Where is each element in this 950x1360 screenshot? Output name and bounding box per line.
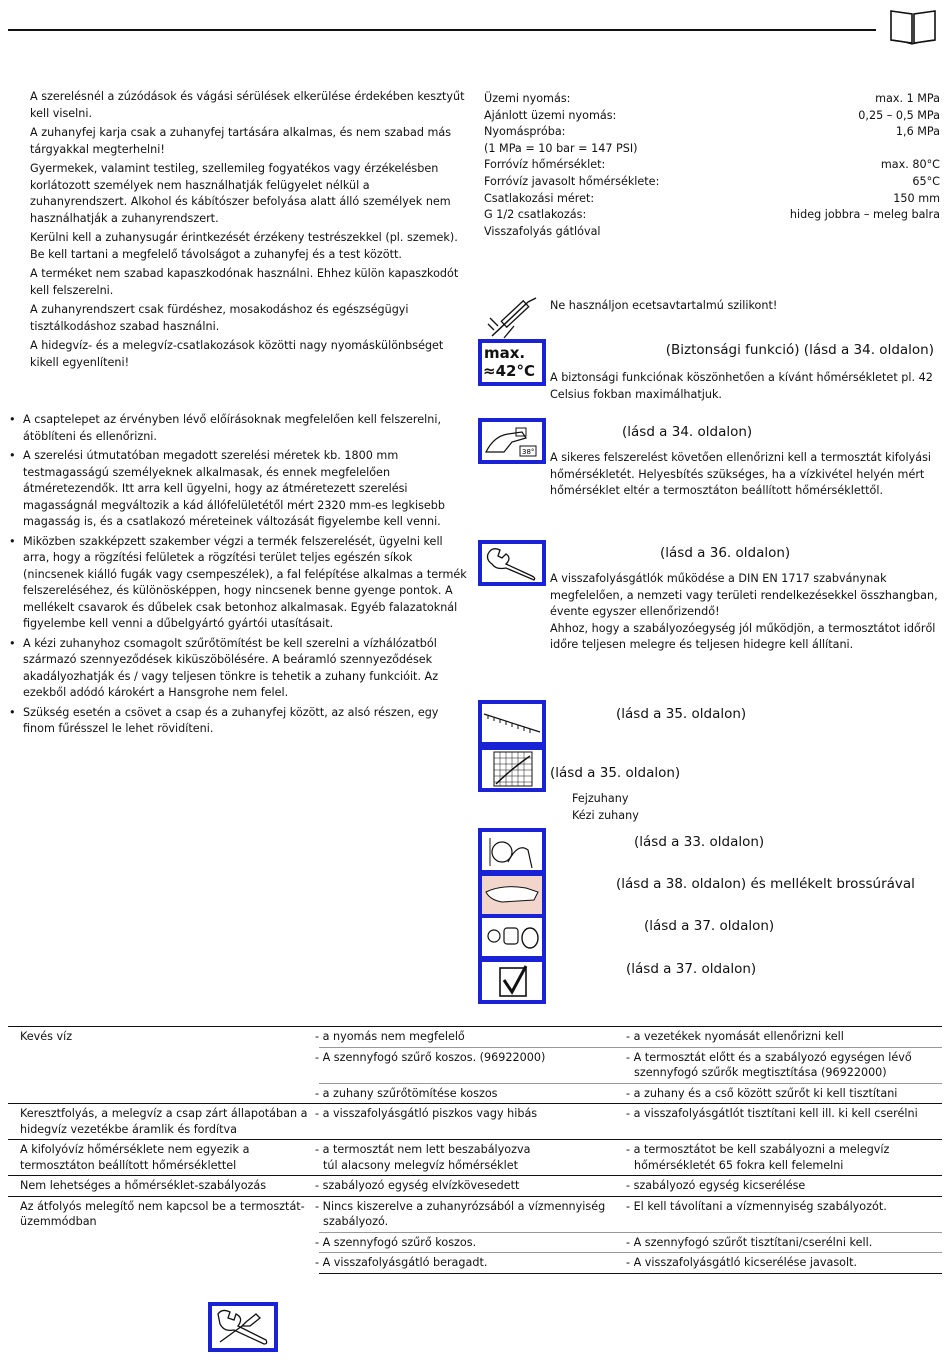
- spec-label: Forróvíz hőmérséklet:: [484, 158, 606, 172]
- checkmark-icon: [478, 958, 546, 1004]
- spec-value: max. 80°C: [880, 158, 940, 172]
- technical-specs: [484, 91, 940, 240]
- spec-row: [484, 91, 940, 108]
- thermo-icon-label: 38°: [522, 448, 535, 456]
- safety-function-text: A biztonsági funkciónak köszönhetően a kívánt hőmérsékletet pl. 42 Celsius fokban maximálhatjuk.: [550, 371, 933, 401]
- spec-row: [484, 207, 940, 224]
- cause-cell: - a nyomás nem megfelelő: [319, 1027, 630, 1048]
- flow-diagram-icon: [478, 746, 546, 792]
- solution-cell: - A termosztát előtt és a szabályozó egységen lévő szennyfogó szűrők megtisztítása (96922000): [630, 1047, 942, 1083]
- cleaning-heading: (lásd a 38. oldalon) és mellékelt brossúrával: [616, 876, 915, 892]
- spec-value: hideg jobbra – meleg balra: [789, 208, 940, 222]
- trouble-row: [8, 1047, 942, 1083]
- calibration-text: A sikeres felszerelést követően ellenőrizni kell a termosztát kifolyási hőmérsékletét. Helyesbítés szükséges, ha a vízkivétel helyén mért hőmérséklet eltér a termosztáton beállított hőmérséklettől.: [550, 451, 932, 497]
- safety-notes: [30, 89, 466, 374]
- install-bullet: • A csaptelepet az érvényben lévő előírásoknak megfelelően kell felszerelni, átöblíteni és ellenőrizni.: [6, 412, 468, 445]
- trouble-row: [8, 1196, 942, 1232]
- problem-cell: [8, 1232, 319, 1253]
- problem-cell: [8, 1083, 319, 1104]
- install-bullet: • Szükség esetén a csövet a csap és a zuhanyfej között, az alsó részen, egy finom fűrésszel le lehet rövidíteni.: [6, 705, 468, 738]
- spec-value: 0,25 – 0,5 MPa: [858, 108, 940, 122]
- problem-cell: Nem lehetséges a hőmérséklet-szabályozás: [8, 1176, 319, 1197]
- trouble-row: [8, 1176, 942, 1197]
- silicone-gun-icon: [484, 296, 542, 340]
- install-bullet: • Miközben szakképzett szakember végzi a termék felszerelését, ügyelni kell arra, hogy a rögzítési felületek a rögzítési terület teljes egészén síkok (nincsenek kiálló fugák vagy csempeszélek), a fal felépítése alkalmas a termék felszereléséhez, és különösképpen, hogy nincsenek benne gyenge pontok. A mellékelt csavarok és dűbelek csak betonhoz alkalmasak. Egyéb falazatoknál figyelembe kell venni a dűbelgyártó gyártói utasításait.: [6, 534, 468, 633]
- spec-row: [484, 191, 940, 208]
- spec-label: G 1/2 csatlakozás:: [484, 208, 587, 222]
- spec-label: Forróvíz javasolt hőmérséklete:: [484, 174, 660, 188]
- solution-cell: - A szennyfogó szűrőt tisztítani/cserélni kell.: [630, 1232, 942, 1253]
- spec-label: Csatlakozási méret:: [484, 191, 595, 205]
- header-rule: [8, 29, 876, 31]
- cleaning-hand-icon: [478, 872, 546, 918]
- dimensions-heading: (lásd a 35. oldalon): [616, 706, 747, 722]
- solution-cell: - szabályozó egység kicserélése: [630, 1176, 942, 1197]
- manual-book-icon: [888, 8, 938, 46]
- safety-function-heading: (Biztonsági funkció) (lásd a 34. oldalon): [665, 342, 934, 358]
- solution-cell: - a zuhany és a cső között szűrőt ki kell tisztítani: [630, 1083, 942, 1104]
- spec-row: [484, 224, 940, 241]
- solution-cell: - a termosztátot be kell szabályozni a melegvíz hőmérsékletét 65 fokra kell felemelni: [630, 1140, 942, 1176]
- max-icon-value: ≈42°C: [483, 362, 535, 380]
- safety-note: Gyermekek, valamint testileg, szellemileg fogyatékos vagy érzékelésben korlátozott személyek nem használhatják felügyelet nélkül a zuhanyrendszert. Alkohol és kábítószer befolyása alatt álló személyek nem használhatják a zuhanyrendszert.: [30, 162, 451, 225]
- cause-cell: - a zuhany szűrőtömítése koszos: [319, 1083, 630, 1104]
- operation-icon: [478, 828, 546, 874]
- trouble-row: [8, 1027, 942, 1048]
- safety-note: A zuhanyrendszert csak fürdéshez, mosakodáshoz és egészségügyi tisztálkodáshoz szabad használni.: [30, 303, 409, 333]
- spec-row: [484, 157, 940, 174]
- troubleshooting-table: [8, 1026, 942, 1274]
- parts-heading: (lásd a 37. oldalon): [644, 918, 775, 934]
- spec-label: Nyomáspróba:: [484, 125, 566, 139]
- spec-row: [484, 124, 940, 141]
- maintenance-heading: (lásd a 36. oldalon): [660, 545, 791, 561]
- flow-heading: (lásd a 35. oldalon): [550, 765, 681, 781]
- spec-label: Ajánlott üzemi nyomás:: [484, 108, 617, 122]
- solution-cell: - a visszafolyásgátlót tisztítani kell ill. ki kell cserélni: [630, 1104, 942, 1140]
- problem-cell: [8, 1047, 319, 1083]
- solution-cell: - a vezetékek nyomását ellenőrizni kell: [630, 1027, 942, 1048]
- spec-row: [484, 174, 940, 191]
- trouble-row: [8, 1083, 942, 1104]
- install-bullet: • A kézi zuhanyhoz csomagolt szűrőtömítést be kell szerelni a vízhálózatból származó szennyeződések kiküszöbölésére. A beáramló szennyeződések akadályozhatják és / vagy teljesen tönkre is tehetik a zuhany funkcióit. Az ezekből adódó károkért a Hansgrohe nem felel.: [6, 636, 468, 702]
- spec-value: max. 1 MPa: [875, 92, 940, 105]
- safety-note: A szerelésnél a zúzódások és vágási sérülések elkerülése érdekében kesztyűt kell viselni.: [30, 90, 465, 120]
- thermostat-hand-icon: [478, 418, 546, 464]
- problem-cell: A kifolyóvíz hőmérséklete nem egyezik a termosztáton beállított hőmérséklettel: [8, 1140, 319, 1176]
- spec-row: [484, 141, 940, 158]
- spec-value: 65°C: [912, 174, 940, 188]
- spec-value: 150 mm: [893, 191, 940, 205]
- cause-cell: - szabályozó egység elvízkövesedett: [319, 1176, 630, 1197]
- cause-cell: - a termosztát nem lett beszabályozva túl alacsony melegvíz hőmérséklet: [319, 1140, 630, 1176]
- operation-heading: (lásd a 33. oldalon): [634, 834, 765, 850]
- problem-cell: [8, 1253, 319, 1274]
- trouble-row: [8, 1104, 942, 1140]
- max-temperature-icon: [478, 339, 546, 386]
- problem-cell: Keresztfolyás, a melegvíz a csap zárt állapotában a hidegvíz vezetékbe áramlik és fordítva: [8, 1104, 319, 1140]
- wrench-icon: [478, 540, 546, 586]
- safety-note: A zuhanyfej karja csak a zuhanyfej tartására alkalmas, és nem szabad más tárgyakkal megterhelni!: [30, 126, 452, 156]
- safety-note: A hidegvíz- és a melegvíz-csatlakozások közötti nagy nyomáskülönbséget kikell egyenlíteni!: [30, 339, 444, 369]
- tools-icon: [208, 1302, 278, 1352]
- trouble-row: [8, 1140, 942, 1176]
- cause-cell: - a visszafolyásgátló piszkos vagy hibás: [319, 1104, 630, 1140]
- ruler-icon: [478, 700, 546, 746]
- solution-cell: - A visszafolyásgátló kicserélése javasolt.: [630, 1253, 942, 1274]
- spec-row: [484, 108, 940, 125]
- safety-note: Kerülni kell a zuhanysugár érintkezését érzékeny testrészekkel (pl. szemek). Be kell tartani a megfelelő távolságot a zuhanyfej és a test között.: [30, 231, 458, 261]
- cause-cell: - Nincs kiszerelve a zuhanyrózsából a vízmennyiség szabályozó.: [319, 1196, 630, 1232]
- cause-cell: - A szennyfogó szűrő koszos.: [319, 1232, 630, 1253]
- silicone-warning: Ne használjon ecetsavtartalmú szilikont!: [550, 299, 778, 312]
- cause-cell: - A visszafolyásgátló beragadt.: [319, 1253, 630, 1274]
- spec-label: Visszafolyás gátlóval: [484, 224, 601, 238]
- maintenance-text: A visszafolyásgátlók működése a DIN EN 1717 szabványnak megfelelően, a nemzeti vagy területi rendelkezésekkel összhangban, évente egyszer ellenőrizendő! Ahhoz, hogy a szabályozóegység jól működjön, a termosztátot időről időre teljesen melegre és teljesen hidegre kell állítani.: [550, 572, 938, 651]
- trouble-row: [8, 1253, 942, 1274]
- spec-label: (1 MPa = 10 bar = 147 PSI): [484, 141, 638, 155]
- problem-cell: Kevés víz: [8, 1027, 319, 1048]
- installation-notes: [6, 412, 468, 741]
- calibration-heading: (lásd a 34. oldalon): [622, 424, 753, 440]
- flow-item: Fejzuhany: [572, 792, 629, 805]
- test-heading: (lásd a 37. oldalon): [626, 961, 757, 977]
- spec-label: Üzemi nyomás:: [484, 92, 571, 105]
- safety-note: A terméket nem szabad kapaszkodónak használni. Ehhez külön kapaszkodót kell felszerelni.: [30, 267, 459, 297]
- problem-cell: Az átfolyós melegítő nem kapcsol be a termosztát-üzemmódban: [8, 1196, 319, 1232]
- install-bullet: • A szerelési útmutatóban megadott szerelési méretek kb. 1800 mm testmagasságú személyeknek alkalmasak, és ennek megfelelően átméretezendők. Itt arra kell ügyelni, hogy az átméretezett szerelési magasságnál megváltozik a kád állófelületétől mért 2320 mm-es legkisebb magasság is, és a csatlakozó méreteinek változását figyelembe kell venni.: [6, 448, 468, 531]
- spare-parts-icon: [478, 914, 546, 960]
- cause-cell: - A szennyfogó szűrő koszos. (96922000): [319, 1047, 630, 1083]
- max-icon-label: max.: [484, 344, 526, 362]
- solution-cell: - El kell távolítani a vízmennyiség szabályozót.: [630, 1196, 942, 1232]
- trouble-row: [8, 1232, 942, 1253]
- flow-item: Kézi zuhany: [572, 809, 639, 822]
- spec-value: 1,6 MPa: [895, 125, 940, 139]
